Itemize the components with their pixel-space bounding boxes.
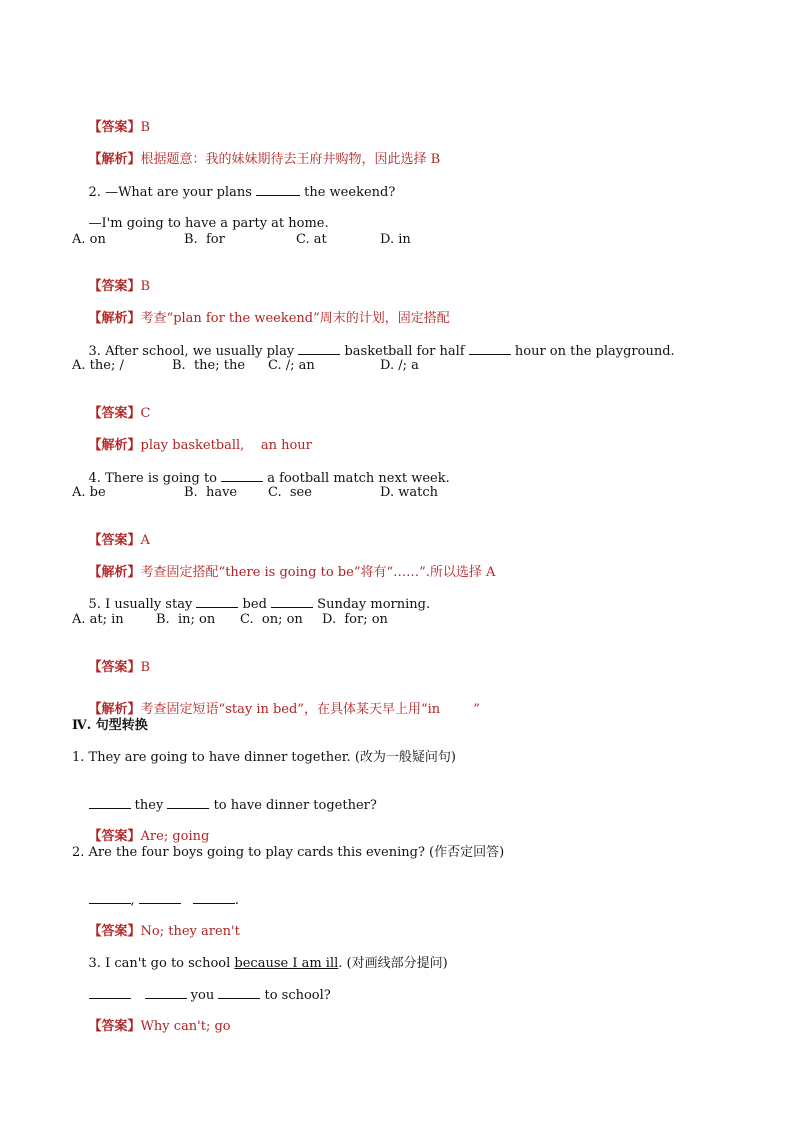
blank (139, 892, 181, 904)
transform-answer-1: 【答案】Are; going (88, 829, 210, 844)
question-4: 4. There is going to a football match next week. (88, 471, 450, 486)
answer-line-2: 【答案】B (88, 279, 151, 294)
transform-question-1: 1. They are going to have dinner together. (改为一般疑问句) (72, 750, 456, 765)
section-heading: Ⅳ. 句型转换 (72, 718, 148, 733)
analysis-line-5: 【解析】考查固定短语“stay in bed”，在具体某天早上用“in ” (88, 702, 480, 717)
blank (145, 987, 187, 999)
question-2: 2. —What are your plans the weekend? (88, 185, 396, 200)
analysis-line-3: 【解析】play basketball, an hour (88, 438, 312, 453)
transform-blanks-2: , . (72, 876, 239, 925)
question-4-options (72, 485, 672, 501)
blank (89, 892, 131, 904)
transform-question-2: 2. Are the four boys going to play cards this evening? (作否定回答) (72, 845, 505, 860)
transform-question-3: 3. I can't go to school because I am ill. (对画线部分提问) (88, 956, 448, 971)
analysis-line-2: 【解析】考查“plan for the weekend”周末的计划，固定搭配 (88, 311, 450, 326)
blank (167, 797, 209, 809)
option-a: A. be (72, 485, 106, 500)
question-2-options (72, 232, 672, 248)
analysis-line-4: 【解析】考查固定搭配“there is going to be”将有“……”.所以选择 A (88, 565, 496, 580)
option-a: A. the; / (72, 358, 124, 373)
transform-blanks-3: you to school? (72, 971, 331, 1020)
blank (256, 184, 300, 196)
blank (196, 596, 238, 608)
option-a: A. at; in (72, 612, 124, 627)
blank (469, 343, 511, 355)
option-b: B. in; on (156, 612, 216, 627)
blank (298, 343, 340, 355)
blank (89, 797, 131, 809)
blank (271, 596, 313, 608)
transform-blanks-1: they to have dinner together? (72, 781, 377, 830)
analysis-text: 根据题意：我的妹妹期待去王府井购物，因此选择 B (140, 152, 441, 167)
answer-value: B (140, 120, 151, 135)
blank (218, 987, 260, 999)
question-5: 5. I usually stay bed Sunday morning. (88, 597, 431, 612)
answer-line-4: 【答案】A (88, 533, 150, 548)
underlined-phrase: because I am ill (234, 956, 339, 971)
transform-answer-2: 【答案】No; they aren't (88, 924, 240, 939)
option-d: D. for; on (322, 612, 388, 627)
option-d: D. /; a (380, 358, 419, 373)
analysis-label: 【解析】 (88, 152, 141, 167)
option-d: D. watch (380, 485, 438, 500)
option-b: B. the; the (172, 358, 246, 373)
option-d: D. in (380, 232, 411, 247)
option-a: A. on (72, 232, 106, 247)
option-c: C. see (268, 485, 312, 500)
question-3-options (72, 358, 672, 374)
option-b: B. have (184, 485, 238, 500)
blank (193, 892, 235, 904)
answer-line-5: 【答案】B (88, 660, 151, 675)
question-2-reply: —I'm going to have a party at home. (88, 216, 329, 231)
option-c: C. at (296, 232, 327, 247)
option-b: B. for (184, 232, 225, 247)
blank (89, 987, 131, 999)
question-5-options (72, 612, 672, 628)
option-c: C. /; an (268, 358, 315, 373)
answer-line-3: 【答案】C (88, 406, 151, 421)
answer-label: 【答案】 (88, 120, 141, 135)
question-3: 3. After school, we usually play basketball for half hour on the playground. (88, 344, 675, 359)
transform-answer-3: 【答案】Why can't; go (88, 1019, 231, 1034)
blank (221, 470, 263, 482)
option-c: C. on; on (240, 612, 303, 627)
